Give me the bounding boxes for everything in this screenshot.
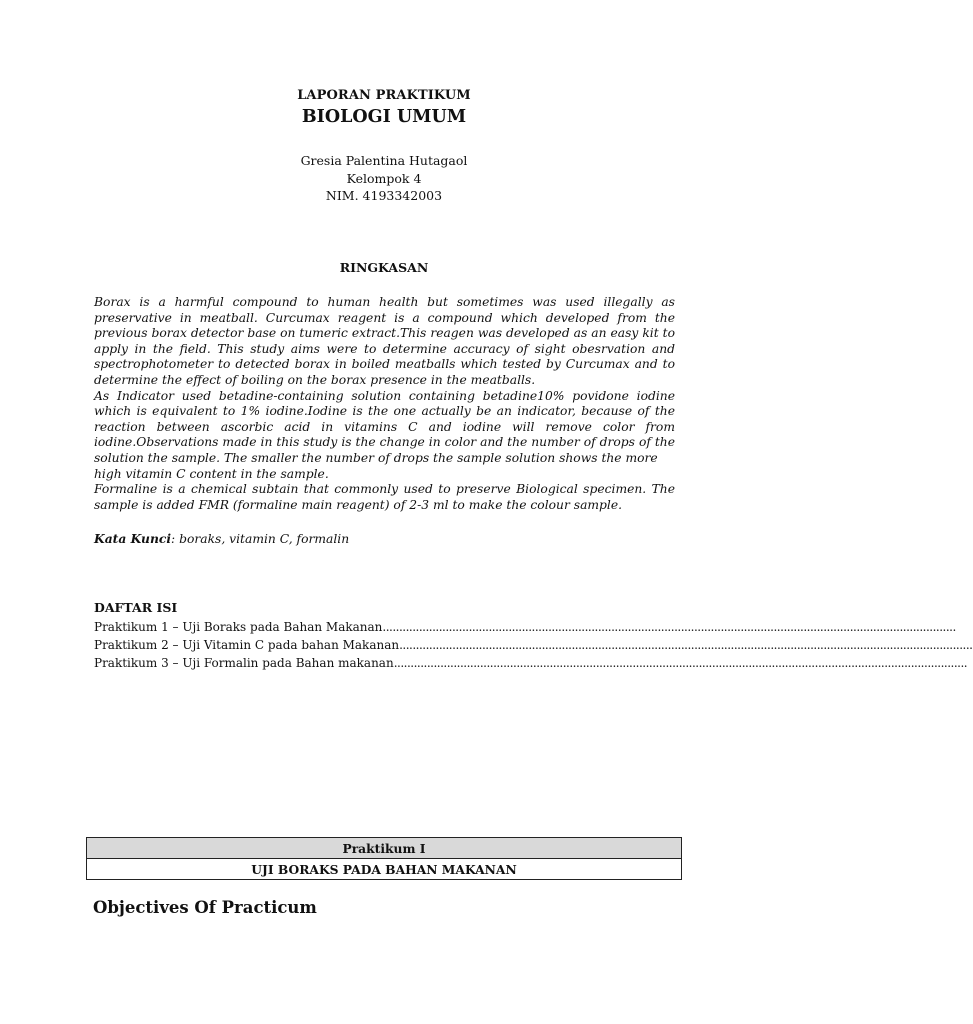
report-label: LAPORAN PRAKTIKUM <box>297 88 471 103</box>
table-row <box>87 838 682 859</box>
author-nim: NIM. 4193342003 <box>325 188 443 203</box>
keywords-list: boraks, vitamin C, formalin <box>175 532 350 546</box>
toc-dot-leader: ............................................................................................................................................................................. <box>382 620 956 634</box>
praktikum-number: Praktikum I <box>87 838 682 859</box>
keywords-label: Kata Kunci <box>94 531 172 546</box>
toc-heading: DAFTAR ISI <box>94 600 178 615</box>
author-group: Kelompok 4 <box>346 170 422 186</box>
report-header <box>0 88 768 127</box>
toc-entry-2[interactable] <box>94 636 973 654</box>
toc-entry-3[interactable] <box>94 654 968 672</box>
toc-entry-title: Praktikum 1 – Uji Boraks pada Bahan Makanan <box>94 620 383 634</box>
objectives-heading: Objectives Of Practicum <box>93 898 317 917</box>
toc-dot-leader: ............................................................................................................................................................................. <box>399 638 973 652</box>
summary-paragraph: Formaline is a chemical subtain that commonly used to preserve Biological specimen. The sample is added FMR (formaline main reagent) of 2-3 ml to make the colour sample. <box>94 482 675 512</box>
keywords-colon: : <box>171 532 176 546</box>
toc-entry-title: Praktikum 3 – Uji Formalin pada Bahan makanan <box>94 656 394 670</box>
keywords-line <box>94 531 675 546</box>
toc-entry-title: Praktikum 2 – Uji Vitamin C pada bahan Makanan <box>94 638 400 652</box>
toc-dot-leader: ............................................................................................................................................................................. <box>393 656 968 670</box>
table-row <box>87 859 682 880</box>
summary-paragraph: high vitamin C content in the sample. <box>94 466 329 481</box>
table-of-contents <box>94 618 973 672</box>
summary-heading: RINGKASAN <box>339 260 429 275</box>
summary-paragraph: Borax is a harmful compound to human health but sometimes was used illegally as preservative in meatball. Curcumax reagent is a compound which developed from the previous borax detector base on tumeric extract.This reagen was developed as an easy kit to apply in the field. This study aims were to determine accuracy of sight obesrvation and spectrophotometer to detected borax in boiled meatballs which tested by Curcumax and to determine the effect of boiling on the borax presence in the meatballs. <box>94 295 675 387</box>
praktikum-title-table <box>86 837 682 880</box>
summary-abstract <box>94 295 675 513</box>
report-title: BIOLOGI UMUM <box>301 107 467 127</box>
praktikum-name: UJI BORAKS PADA BAHAN MAKANAN <box>87 859 682 880</box>
author-info <box>0 152 768 205</box>
toc-entry-1[interactable] <box>94 618 956 636</box>
author-name: Gresia Palentina Hutagaol <box>300 153 468 168</box>
summary-paragraph: As Indicator used betadine-containing solution containing betadine10% povidone iodine which is equivalent to 1% iodine.Iodine is the one actually be an indicator, because of the reaction between ascorbic acid in vitamins C and iodine will remove color from iodine.Observations made in this study is the change in color and the number of drops of the solution the sample. The smaller the number of drops the sample solution shows the more <box>94 388 675 465</box>
